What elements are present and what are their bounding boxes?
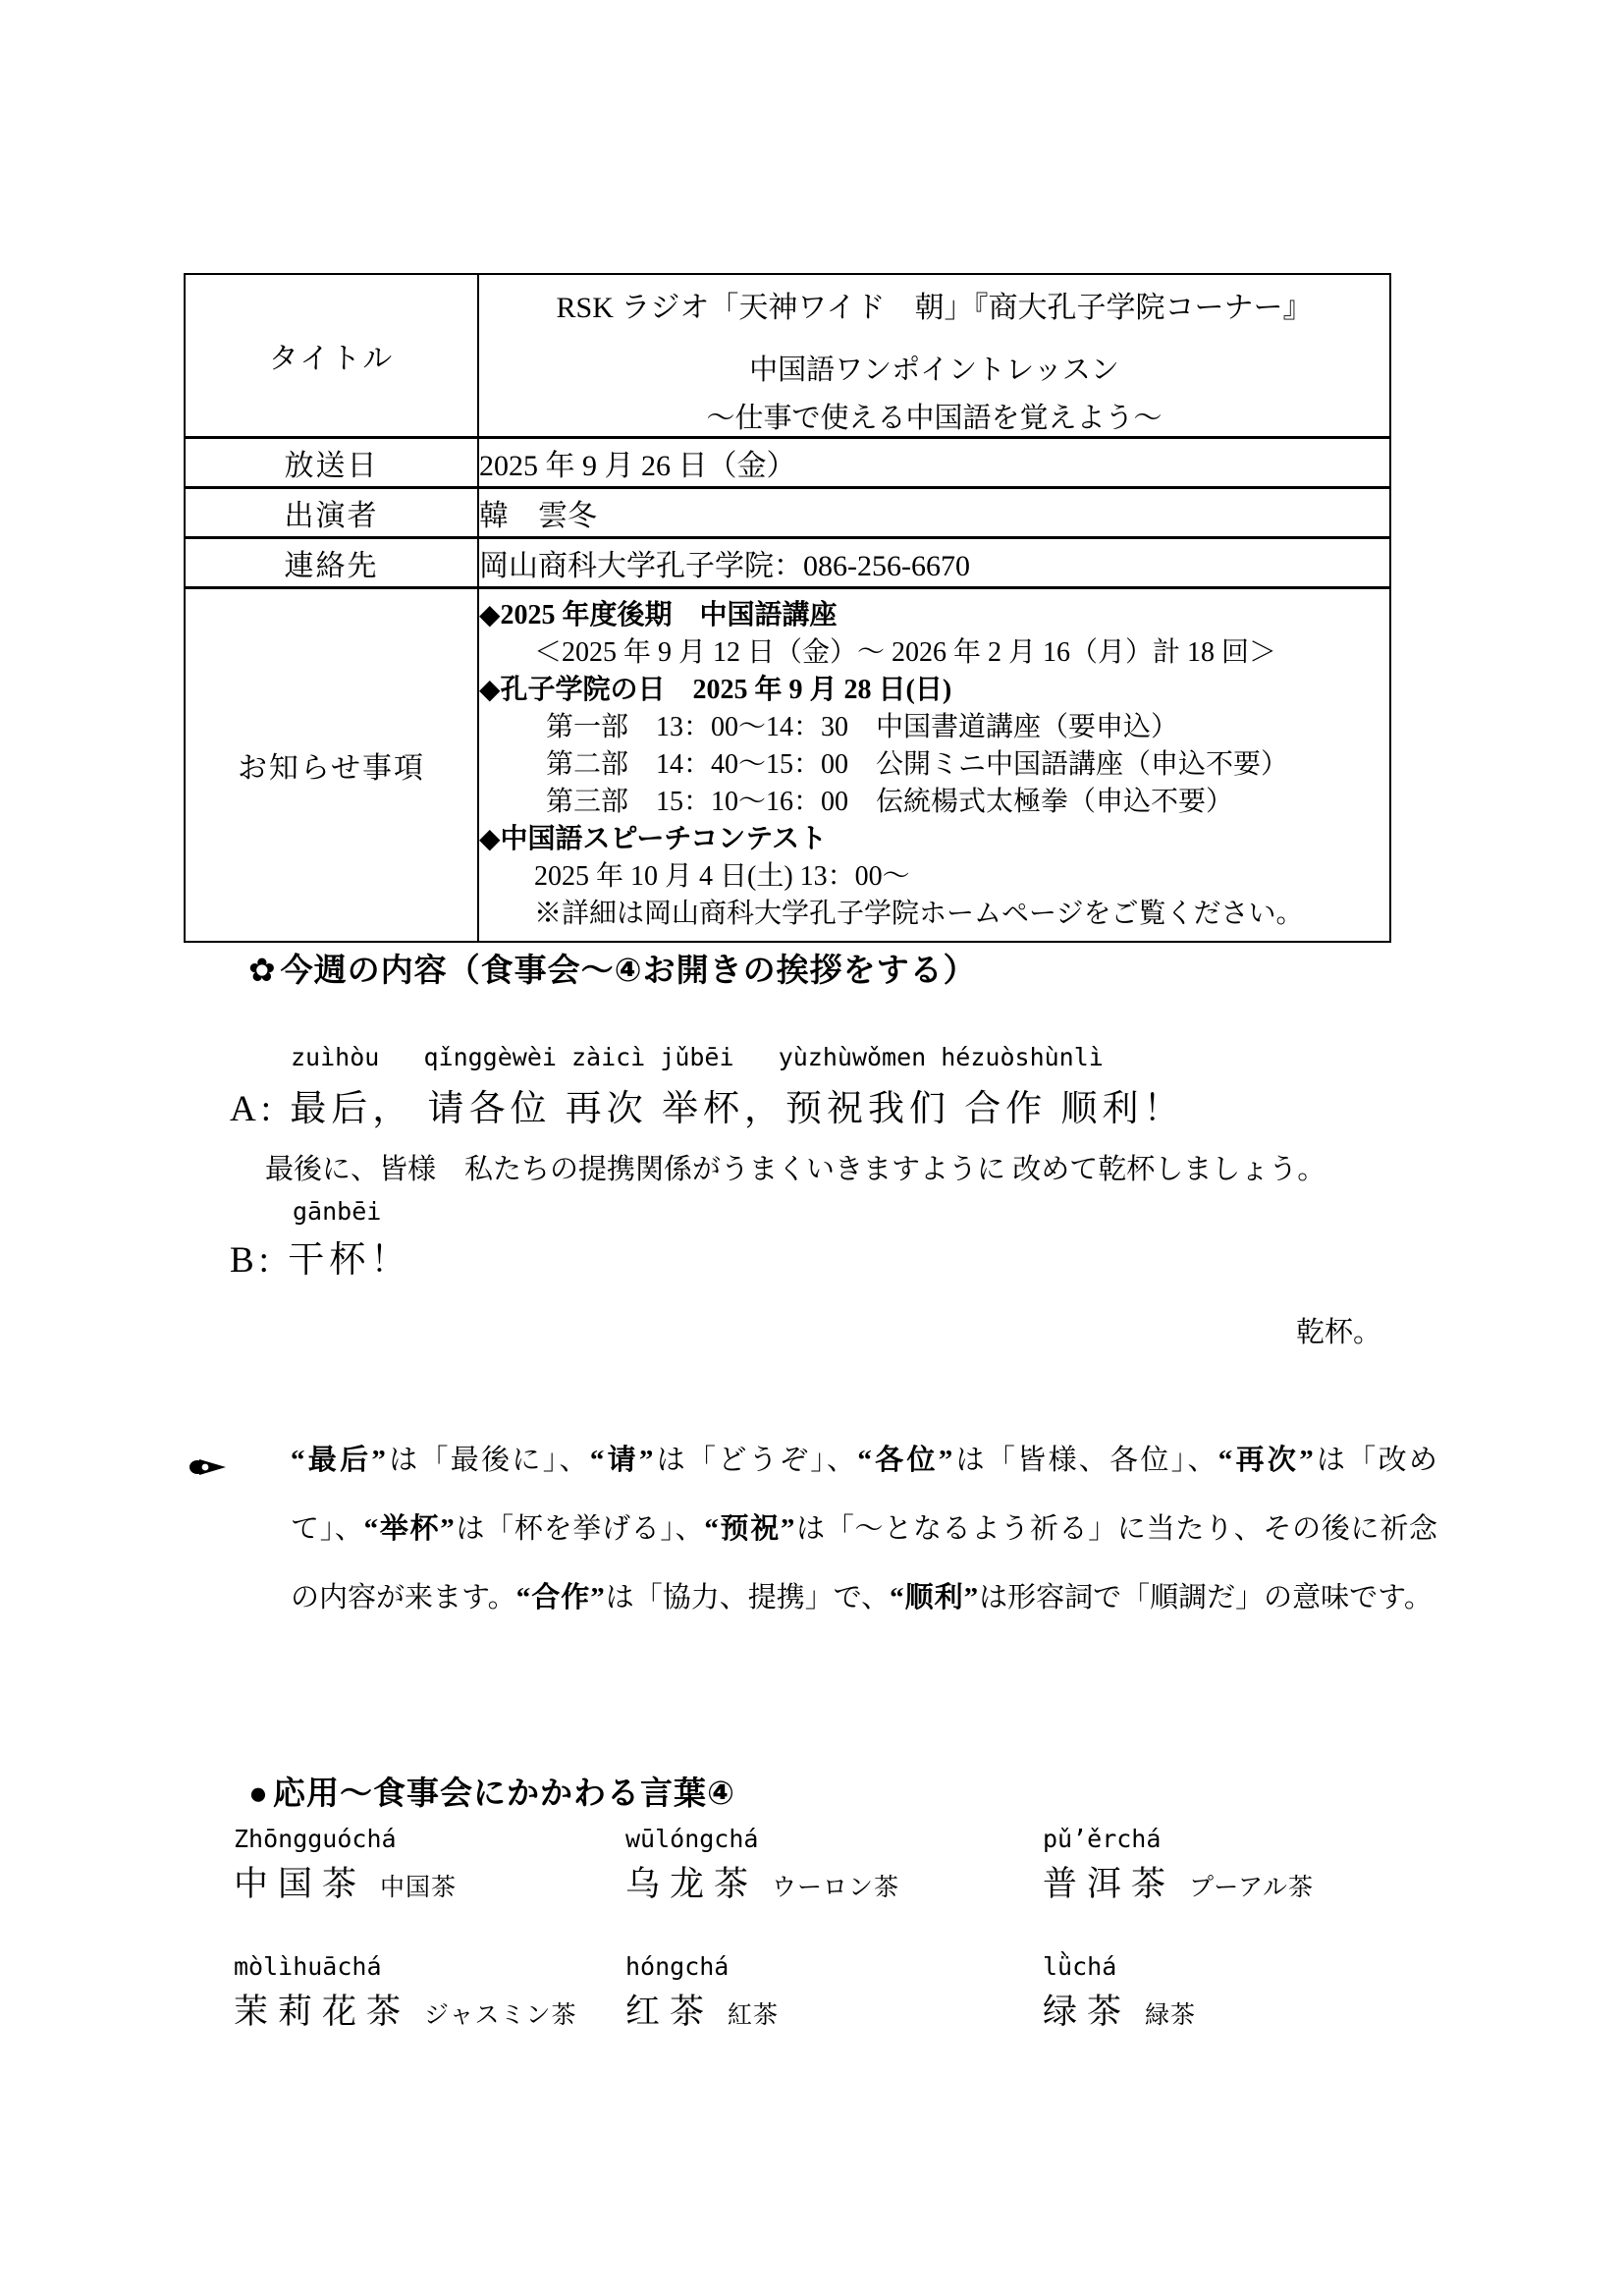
vocab-heading	[248, 1768, 735, 1814]
weekly-content-heading-text: 今週の内容（食事会～④お開きの挨拶をする）	[280, 952, 977, 988]
program-title-line3: ～仕事で使える中国語を覚えよう～	[706, 403, 1163, 434]
row-value-title	[478, 274, 1390, 438]
flower-icon: ✿	[248, 952, 277, 988]
table-row-contact	[185, 538, 1390, 588]
vocab-item	[1043, 1825, 1314, 1906]
announcement-line: 第二部 14：40～15：00 公開ミニ中国語講座（申込不要）	[546, 749, 1289, 780]
vocab-heading-text: 応用～食事会にかかわる言葉④	[272, 1775, 735, 1811]
row-value-contact: 岡山商科大学孔子学院：086-256-6670	[478, 538, 1390, 588]
announcement-line: ◆孔子学院の日 2025 年 9 月 28 日(日)	[479, 675, 952, 705]
vocab-gloss: 紅茶	[728, 2002, 780, 2029]
table-row-title	[185, 274, 1390, 438]
announcement-line: ◆2025 年度後期 中国語講座	[479, 600, 838, 630]
dialogue-a-pinyin: zuìhòu qǐnggèwèi zàicì jǔbēi yùzhùwǒmen hézuòshùnlì	[291, 1043, 1104, 1071]
vocab-pinyin: lǜchá	[1043, 1952, 1117, 1981]
vocab-word-line	[1043, 1985, 1196, 2034]
announcement-line: 第三部 15：10～16：00 伝統楊式太極拳（申込不要）	[546, 787, 1234, 817]
circle-bullet-icon: ●	[248, 1775, 269, 1811]
vocab-item	[234, 1825, 457, 1906]
program-title-line2: 中国語ワンポイントレッスン	[749, 355, 1119, 386]
announcement-line: ※詳細は岡山商科大学孔子学院ホームページをご覧ください。	[534, 899, 1304, 929]
vocab-pinyin: pǔ’ěrchá	[1043, 1825, 1162, 1853]
vocab-pinyin: hóngchá	[625, 1952, 730, 1981]
vocab-hanzi: 绿茶	[1043, 1993, 1132, 2031]
weekly-content-heading	[248, 945, 977, 991]
dialogue-a-translation: 最後に、皆様 私たちの提携関係がうまくいきますように 改めて乾杯しましょう。	[265, 1154, 1326, 1185]
announcement-line: 2025 年 10 月 4 日(土) 13：00～	[534, 861, 910, 892]
vocab-item	[234, 1952, 577, 2034]
table-row-announcements	[185, 588, 1390, 943]
notes-paragraph: “最后”は「最後に」、“请”は「どうぞ」、“各位”は「皆様、各位」、“再次”は「改めて」、“举杯”は「杯を挙げる」、“预祝”は「～となるよう祈る」に当たり、その後に祈念の内容が来ます。“合作”は「協力、提携」で、“顺利”は形容詞で「順調だ」の意味です。	[291, 1445, 1437, 1613]
row-label-performer: 出演者	[185, 488, 478, 538]
vocab-word-line	[1043, 1857, 1314, 1906]
vocab-hanzi: 红茶	[625, 1993, 715, 2031]
vocab-hanzi: 中国茶	[234, 1865, 367, 1903]
announcement-line: ◆中国語スピーチコンテスト	[479, 824, 828, 854]
row-value-announcements	[478, 588, 1390, 943]
vocab-pinyin: wūlóngchá	[625, 1825, 759, 1853]
vocab-word-line	[625, 1857, 899, 1906]
vocab-hanzi: 茉莉花茶	[234, 1993, 411, 2031]
vocab-item	[625, 1825, 899, 1906]
row-value-broadcast-date: 2025 年 9 月 26 日（金）	[478, 438, 1390, 488]
vocab-gloss: 中国茶	[380, 1875, 458, 1901]
vocab-gloss: ジャスミン茶	[424, 2002, 577, 2029]
vocab-gloss: 緑茶	[1145, 2002, 1197, 2029]
vocab-pinyin: Zhōngguóchá	[234, 1825, 397, 1853]
row-label-announcements: お知らせ事項	[185, 588, 478, 943]
dialogue-a-line: A: 最后， 请各位 再次 举杯，预祝我们 合作 顺利！	[230, 1089, 1185, 1129]
row-value-performer: 韓 雲冬	[478, 488, 1390, 538]
vocab-item	[625, 1952, 779, 2034]
announcement-line: 第一部 13：00～14：30 中国書道講座（要申込）	[546, 712, 1179, 742]
dialogue-b-translation: 乾杯。	[1296, 1317, 1382, 1348]
vocab-hanzi: 乌龙茶	[625, 1865, 759, 1903]
program-title-line1: RSK ラジオ「天神ワイド 朝」『商大孔子学院コーナー』	[556, 292, 1313, 324]
program-info-table	[184, 273, 1391, 943]
announcement-line: ＜2025 年 9 月 12 日（金）～ 2026 年 2 月 16（月）計 18 回＞	[534, 637, 1277, 668]
dialogue-b-line: B: 干杯！	[230, 1240, 412, 1281]
vocab-word-line	[234, 1985, 577, 2034]
row-label-broadcast-date: 放送日	[185, 438, 478, 488]
vocab-pinyin: mòlìhuāchá	[234, 1952, 382, 1981]
vocab-gloss: プーアル茶	[1189, 1875, 1315, 1901]
vocab-hanzi: 普洱茶	[1043, 1865, 1176, 1903]
vocab-word-line	[234, 1857, 457, 1906]
row-label-contact: 連絡先	[185, 538, 478, 588]
vocab-gloss: ウーロン茶	[772, 1875, 900, 1901]
vocab-item	[1043, 1952, 1196, 2034]
dialogue-b-pinyin: gānbēi	[293, 1197, 382, 1226]
vocab-word-line	[625, 1985, 779, 2034]
table-row-broadcast-date	[185, 438, 1390, 488]
row-label-title: タイトル	[185, 274, 478, 438]
pen-nib-icon	[189, 1455, 228, 1484]
table-row-performer	[185, 488, 1390, 538]
